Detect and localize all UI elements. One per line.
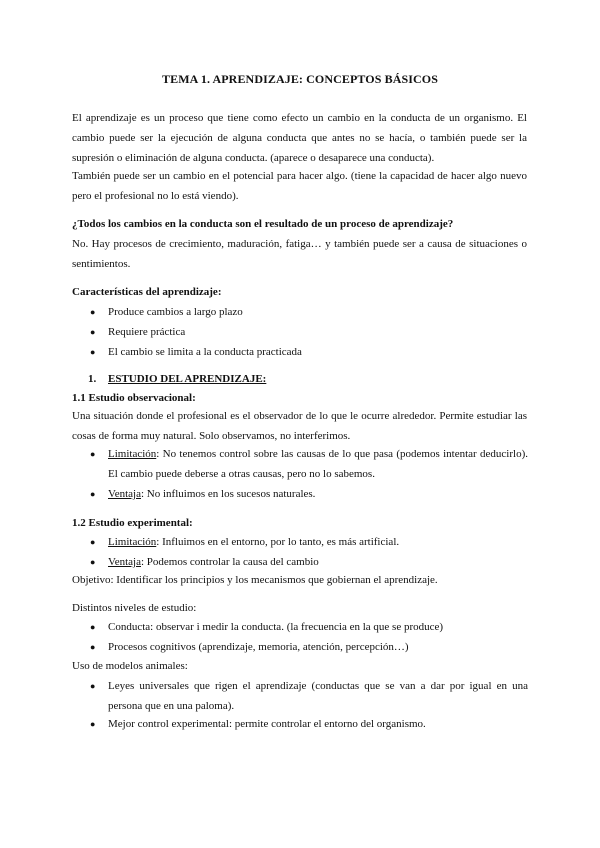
section-1-heading: [88, 369, 266, 389]
experimental-objective: Objetivo: Identificar los principios y los mecanismos que gobiernan el aprendizaje.: [72, 574, 438, 586]
intro-paragraph-2: También puede ser un cambio en el potencial para hacer algo. (tiene la capacidad de hacer algo nuevo pero el profesional no lo está viendo).: [72, 170, 527, 202]
bullet-icon: ●: [90, 307, 96, 317]
list-item-advantage: Ventaja: Podemos controlar la causa del cambio: [108, 556, 319, 568]
list-item: Mejor control experimental: permite controlar el entorno del organismo.: [108, 718, 426, 730]
characteristics-heading: Características del aprendizaje:: [72, 286, 222, 298]
bullet-icon: ●: [90, 642, 96, 652]
bullet-icon: ●: [90, 537, 96, 547]
list-item-limitation: Limitación: Influimos en el entorno, por lo tanto, es más artificial.: [108, 536, 400, 548]
list-item: Conducta: observar i medir la conducta. (la frecuencia en la que se produce): [108, 621, 444, 633]
bullet-icon: ●: [90, 719, 96, 729]
bullet-icon: ●: [90, 557, 96, 567]
bullet-icon: ●: [90, 622, 96, 632]
question-heading: ¿Todos los cambios en la conducta son el resultado de un proceso de aprendizaje?: [72, 218, 454, 230]
page-title: TEMA 1. APRENDIZAJE: CONCEPTOS BÁSICOS: [162, 72, 438, 86]
section-title: ESTUDIO DEL APRENDIZAJE:: [108, 373, 267, 385]
levels-heading: Distintos niveles de estudio:: [72, 602, 197, 614]
section-number: 1.: [88, 373, 97, 385]
bullet-icon: ●: [90, 347, 96, 357]
bullet-icon: ●: [90, 489, 96, 499]
bullet-icon: ●: [90, 327, 96, 337]
list-item: Leyes universales que rigen el aprendizaje (conductas que se van a dar por igual en una persona que en una paloma).: [108, 680, 528, 712]
observational-text: Una situación donde el profesional es el observador de lo que le ocurre alrededor. Permite estudiar las cosas de forma muy natural. Solo observamos, no interferimos.: [72, 410, 527, 442]
list-item-limitation: Limitación: No tenemos control sobre las causas de lo que pasa (podemos intentar deducirlo). El cambio puede deberse a otras causas, pero no lo sabemos.: [108, 448, 528, 480]
bullet-icon: ●: [90, 681, 96, 691]
list-item: Produce cambios a largo plazo: [108, 306, 243, 318]
bullet-icon: ●: [90, 449, 96, 459]
experimental-heading: 1.2 Estudio experimental:: [72, 517, 193, 529]
animal-models-heading: Uso de modelos animales:: [72, 660, 188, 672]
list-item: El cambio se limita a la conducta practicada: [108, 346, 302, 358]
observational-heading: 1.1 Estudio observacional:: [72, 392, 196, 404]
list-item: Requiere práctica: [108, 326, 186, 338]
list-item: Procesos cognitivos (aprendizaje, memoria, atención, percepción…): [108, 641, 409, 653]
question-answer: No. Hay procesos de crecimiento, maduración, fatiga… y también puede ser a causa de situaciones o sentimientos.: [72, 238, 527, 270]
list-item-advantage: Ventaja: No influimos en los sucesos naturales.: [108, 488, 316, 500]
intro-paragraph-1: El aprendizaje es un proceso que tiene como efecto un cambio en la conducta de un organismo. El cambio puede ser la ejecución de alguna conducta que antes no se hacía, o también puede ser la supresión o eliminación de alguna conducta. (aparece o desaparece una conducta).: [72, 112, 527, 164]
